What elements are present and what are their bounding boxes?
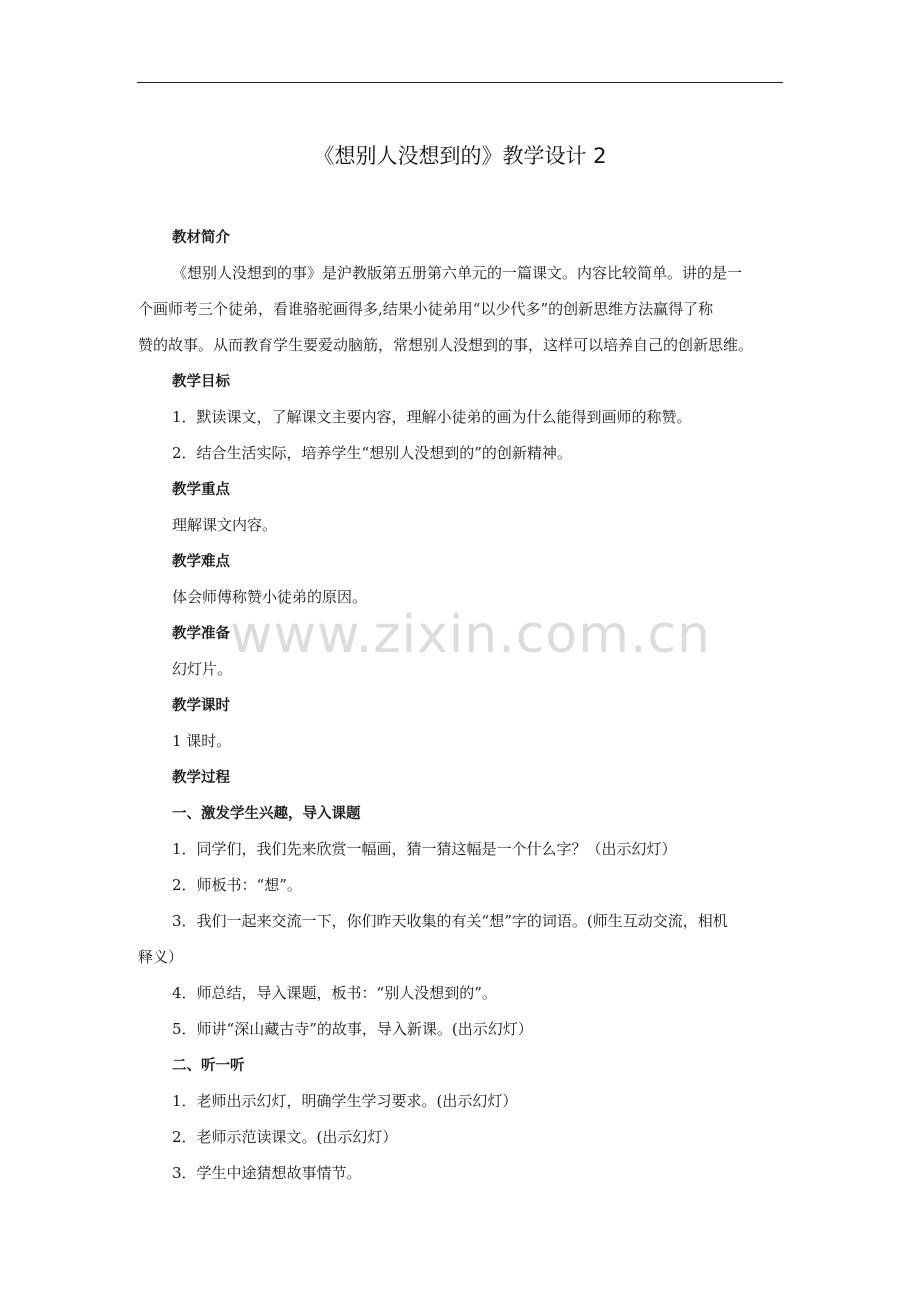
list-item: 5．师讲“深山藏古寺”的故事，导入新课。(出示幻灯） bbox=[172, 1020, 533, 1038]
list-item: 2．结合生活实际，培养学生“想别人没想到的”的创新精神。 bbox=[172, 444, 572, 462]
section-heading-key-points: 教学重点 bbox=[172, 482, 230, 498]
paragraph-line: 体会师傅称赞小徒弟的原因。 bbox=[172, 588, 368, 606]
paragraph-line: 1 课时。 bbox=[172, 732, 232, 750]
section-heading-hours: 教学课时 bbox=[172, 698, 230, 714]
list-item: 1．默读课文，了解课文主要内容，理解小徒弟的画为什么能得到画师的称赞。 bbox=[172, 408, 692, 426]
paragraph-line: 幻灯片。 bbox=[172, 660, 233, 678]
watermark: www.zixin.com.cn bbox=[230, 605, 711, 665]
paragraph-line: 《想别人没想到的事》是沪教版第五册第六单元的一篇课文。内容比较简单。讲的是一 bbox=[172, 264, 743, 282]
section-heading-difficulties: 教学难点 bbox=[172, 554, 230, 570]
section-heading-goals: 教学目标 bbox=[172, 374, 230, 390]
list-item: 2．老师示范读课文。(出示幻灯） bbox=[172, 1128, 398, 1146]
list-item: 3．学生中途猜想故事情节。 bbox=[172, 1164, 362, 1182]
list-item: 2．师板书：“想”。 bbox=[172, 876, 302, 894]
list-item: 1．老师出示幻灯，明确学生学习要求。(出示幻灯） bbox=[172, 1092, 518, 1110]
list-item: 3．我们一起来交流一下，你们昨天收集的有关“想”字的词语。(师生互动交流，相机 bbox=[172, 912, 728, 930]
list-item: 4．师总结，导入课题，板书：“别人没想到的”。 bbox=[172, 984, 497, 1002]
document-title: 《想别人没想到的》教学设计 2 bbox=[313, 144, 607, 168]
section-heading-process: 教学过程 bbox=[172, 770, 230, 786]
subsection-heading-part2: 二、听一听 bbox=[172, 1058, 245, 1074]
subsection-heading-part1: 一、激发学生兴趣，导入课题 bbox=[172, 806, 361, 822]
header-rule bbox=[137, 82, 783, 83]
paragraph-line: 理解课文内容。 bbox=[172, 516, 278, 534]
section-heading-materials: 教材简介 bbox=[172, 230, 230, 246]
section-heading-preparation: 教学准备 bbox=[172, 626, 230, 642]
paragraph-line: 个画师考三个徒弟，看谁骆驼画得多,结果小徒弟用“以少代多”的创新思维方法赢得了称 bbox=[138, 300, 714, 318]
list-item: 1．同学们，我们先来欣赏一幅画，猜一猜这幅是一个什么字？（出示幻灯） bbox=[172, 840, 677, 858]
list-item-continuation: 释义） bbox=[138, 948, 184, 966]
paragraph-line: 赞的故事。从而教育学生要爱动脑筋，常想别人没想到的事，这样可以培养自己的创新思维。 bbox=[138, 336, 754, 354]
